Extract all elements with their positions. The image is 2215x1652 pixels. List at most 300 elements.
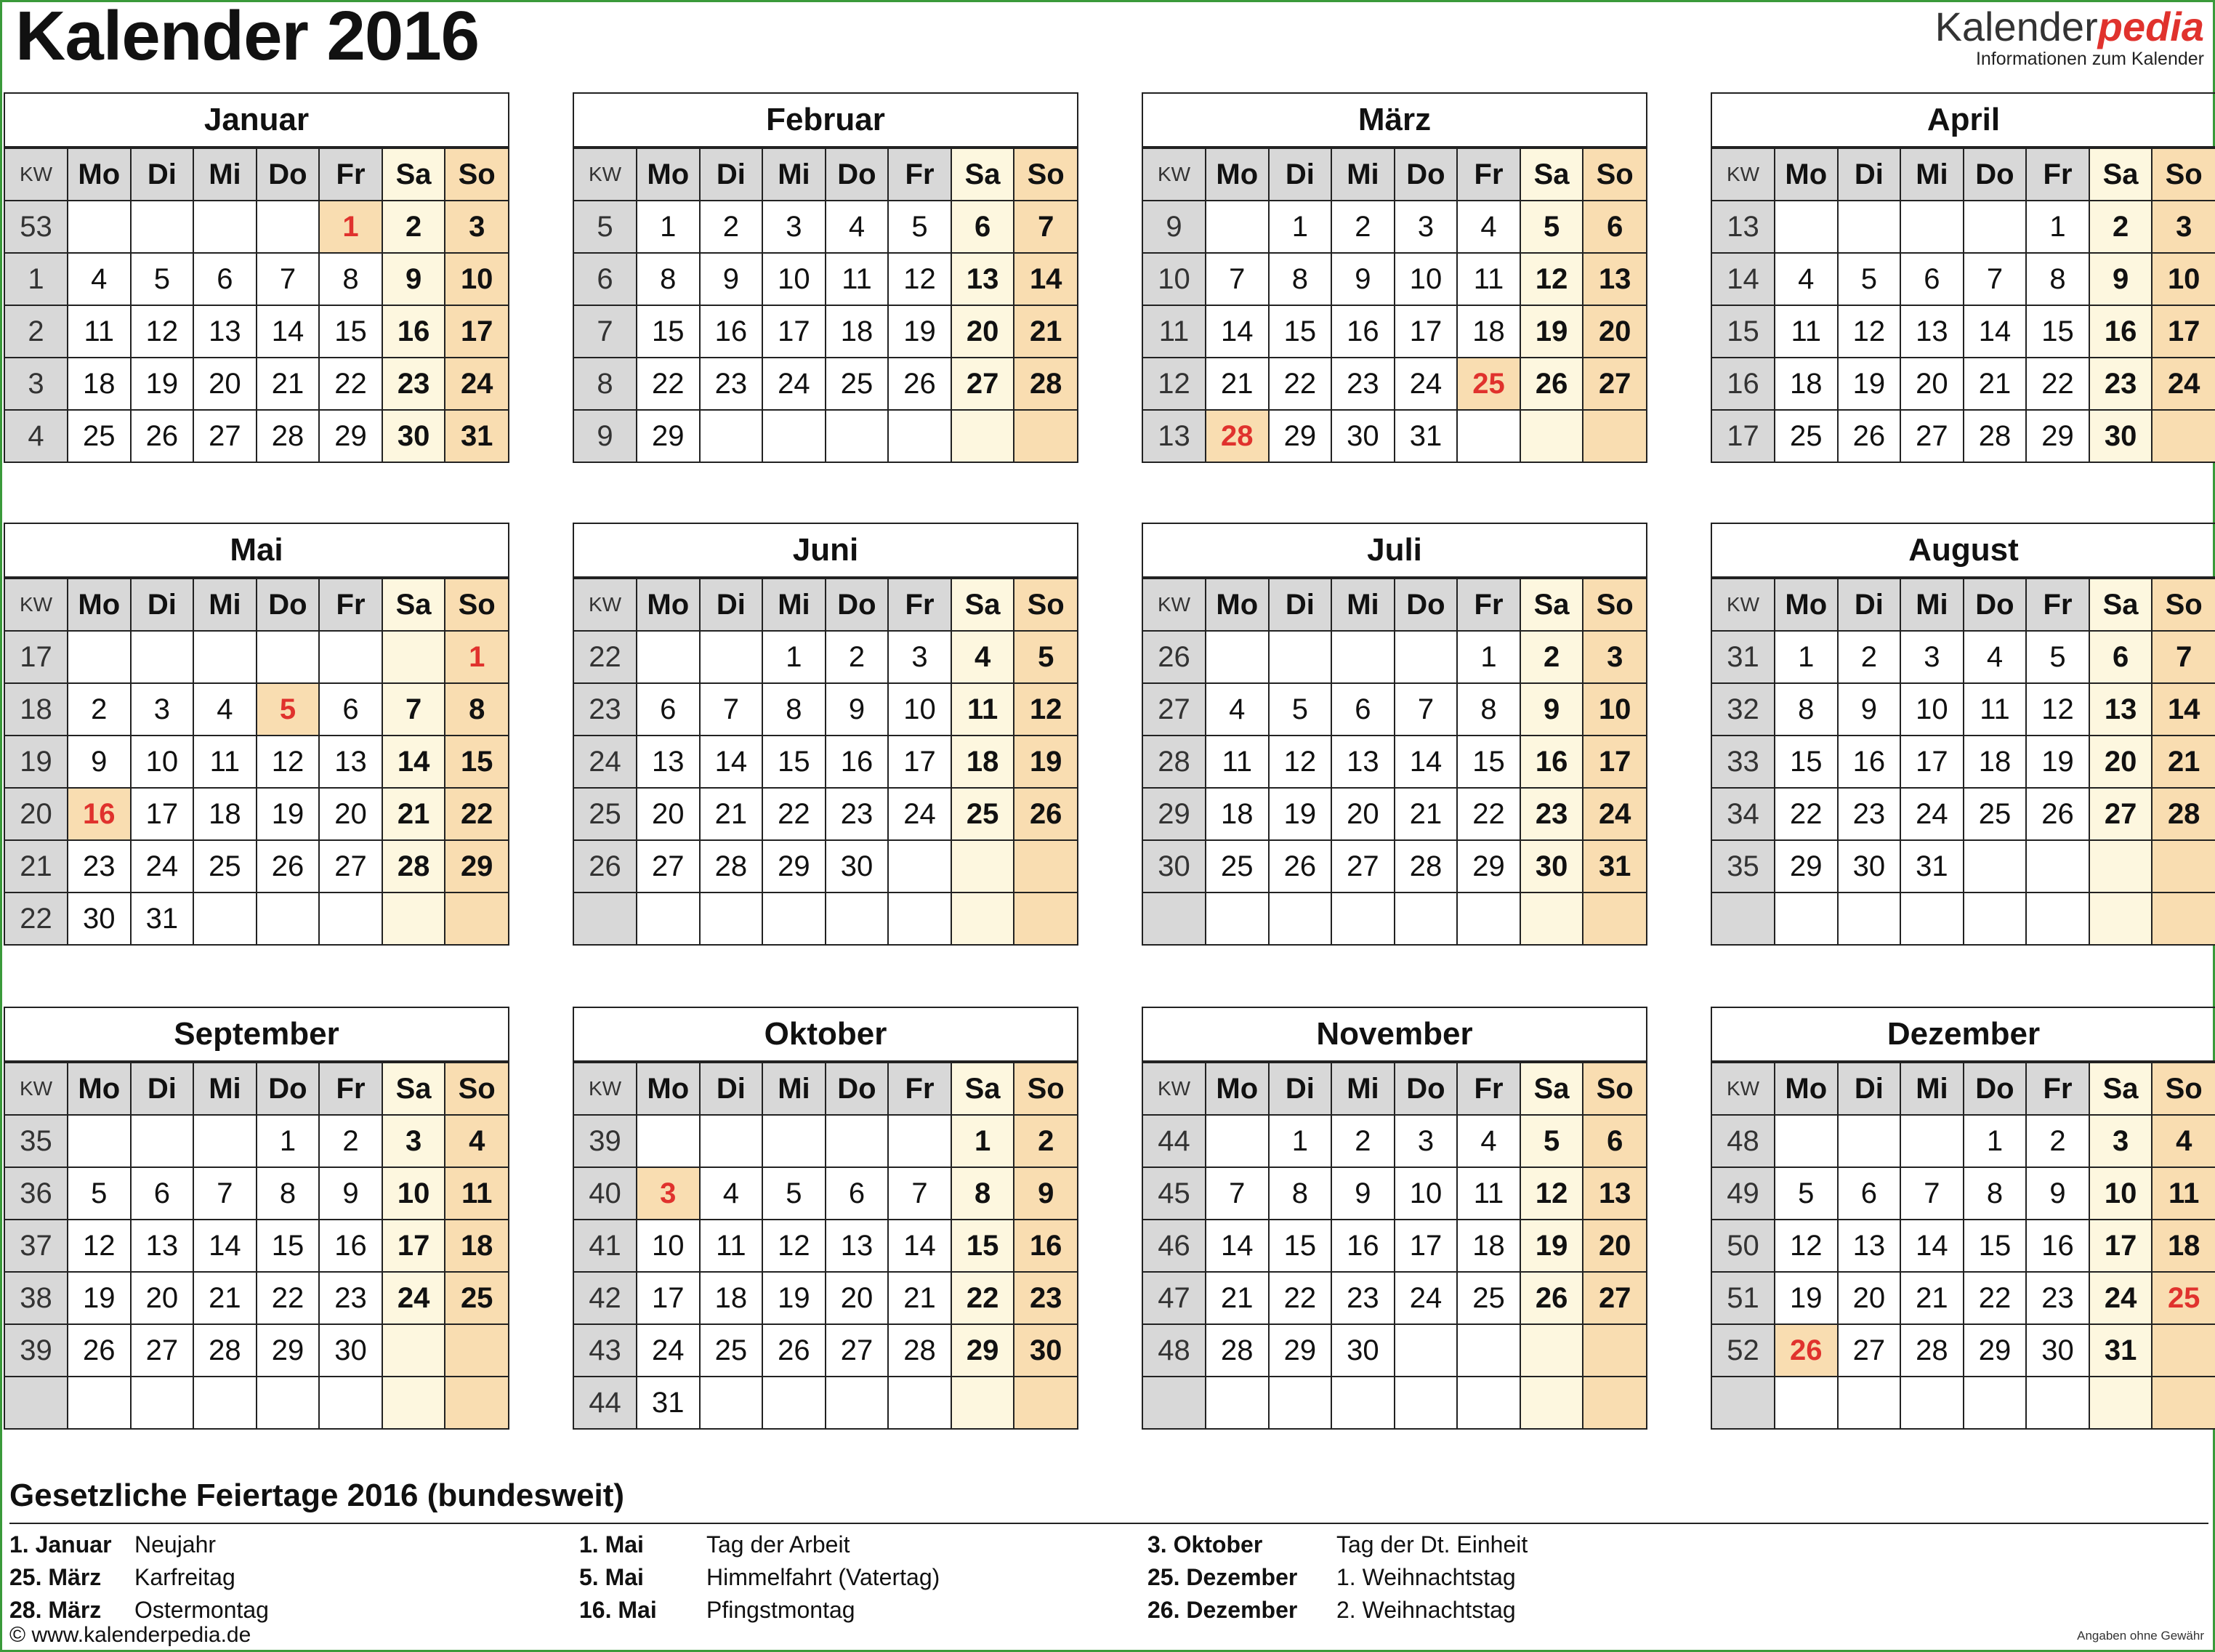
week-row [5,1324,508,1377]
empty-day-cell [1964,893,2027,944]
empty-day-cell [131,631,194,683]
day-cell: 23 [1838,788,1901,840]
day-cell: 19 [1520,305,1583,358]
day-cell: 8 [762,683,826,736]
day-cell: 24 [382,1272,445,1324]
day-cell: 24 [445,358,508,410]
week-row [574,305,1077,358]
empty-day-cell [951,840,1014,893]
day-cell: 23 [826,788,889,840]
week-number: 16 [1712,358,1775,410]
day-cell: 4 [951,631,1014,683]
day-cell: 14 [1206,1220,1269,1272]
week-row [1143,201,1646,253]
day-cell: 6 [319,683,382,736]
day-cell: 26 [1014,788,1077,840]
day-cell: 3 [131,683,194,736]
day-cell: 2 [68,683,131,736]
empty-day-cell [1900,1115,1964,1167]
week-number: 19 [5,736,68,788]
empty-day-cell [1206,631,1269,683]
kw-header: KW [574,1063,637,1115]
holiday-column [579,1528,940,1627]
day-cell: 15 [2026,305,2089,358]
day-cell: 22 [762,788,826,840]
weekday-header: Fr [2026,1063,2089,1115]
empty-day-cell [1206,201,1269,253]
day-cell: 20 [131,1272,194,1324]
weekday-header: Di [131,1063,194,1115]
week-number: 30 [1143,840,1206,893]
day-cell: 15 [445,736,508,788]
empty-day-cell [700,1377,763,1428]
weekday-header-row [574,579,1077,631]
day-cell: 6 [1583,201,1646,253]
week-row [5,788,508,840]
empty-day-cell [445,893,508,944]
week-number: 31 [1712,631,1775,683]
day-cell: 28 [1964,410,2027,462]
weekday-header: Sa [951,148,1014,201]
empty-day-cell [1900,201,1964,253]
week-number: 13 [1712,201,1775,253]
day-cell: 18 [951,736,1014,788]
day-cell: 26 [257,840,320,893]
weekday-header-row [574,148,1077,201]
weekday-header: Sa [951,579,1014,631]
kw-header: KW [1712,148,1775,201]
month-6 [573,523,1078,946]
day-cell: 13 [637,736,700,788]
holiday-name: Himmelfahrt (Vatertag) [706,1564,940,1590]
day-cell: 17 [445,305,508,358]
week-number: 29 [1143,788,1206,840]
empty-day-cell [1583,1324,1646,1377]
weekday-header: Mi [1331,579,1395,631]
day-cell: 13 [1583,1167,1646,1220]
day-cell: 4 [700,1167,763,1220]
day-cell: 6 [637,683,700,736]
weekday-header: Do [257,579,320,631]
week-row [5,1167,508,1220]
day-cell: 30 [2089,410,2153,462]
weekday-header: Mi [1900,1063,1964,1115]
day-cell: 29 [1964,1324,2027,1377]
day-cell: 14 [1395,736,1458,788]
day-cell: 11 [700,1220,763,1272]
empty-day-cell [1520,893,1583,944]
day-cell: 9 [1520,683,1583,736]
weekday-header: Mo [637,579,700,631]
day-cell: 13 [319,736,382,788]
day-cell: 4 [68,253,131,305]
day-cell: 7 [888,1167,951,1220]
weekday-header: Fr [888,1063,951,1115]
empty-day-cell [2152,1324,2215,1377]
day-cell: 4 [1457,201,1520,253]
weekday-header: Mi [762,148,826,201]
week-number: 48 [1143,1324,1206,1377]
empty-day-cell [193,201,257,253]
weekday-header: So [2152,148,2215,201]
day-cell: 22 [1269,358,1332,410]
empty-day-cell [131,201,194,253]
day-cell: 4 [826,201,889,253]
day-cell: 22 [1775,788,1838,840]
day-cell: 21 [382,788,445,840]
empty-day-cell [888,1115,951,1167]
weekday-header: Mo [1775,579,1838,631]
day-cell: 17 [2152,305,2215,358]
day-cell: 29 [762,840,826,893]
holiday-date: 1. Mai [579,1531,644,1558]
weekday-header: Fr [319,579,382,631]
day-cell: 4 [193,683,257,736]
day-cell: 13 [131,1220,194,1272]
day-cell: 11 [2152,1167,2215,1220]
month-7 [1142,523,1647,946]
week-number: 38 [5,1272,68,1324]
day-cell: 3 [2152,201,2215,253]
weekday-header: Mi [762,1063,826,1115]
weekday-header: Di [1269,148,1332,201]
week-number: 44 [1143,1115,1206,1167]
week-row [574,893,1077,944]
brand-name-plain: Kalender [1934,4,2098,49]
day-cell: 12 [2026,683,2089,736]
day-cell: 19 [131,358,194,410]
empty-day-cell [2089,1377,2153,1428]
weekday-header-row [1143,1063,1646,1115]
day-cell: 27 [193,410,257,462]
day-cell: 18 [826,305,889,358]
empty-day-cell [1395,1377,1458,1428]
empty-day-cell [1838,893,1901,944]
day-cell: 7 [1964,253,2027,305]
week-number: 28 [1143,736,1206,788]
day-cell: 11 [1457,1167,1520,1220]
holiday-date: 5. Mai [579,1564,644,1590]
day-cell: 19 [1269,788,1332,840]
holiday-column [1147,1528,1528,1627]
day-cell: 26 [131,410,194,462]
day-cell: 7 [382,683,445,736]
day-cell: 18 [1206,788,1269,840]
empty-day-cell [319,631,382,683]
weekday-header: Mi [1331,148,1395,201]
empty-day-cell [1331,631,1395,683]
brand-tagline: Informationen zum Kalender [1975,49,2204,69]
day-cell: 29 [1775,840,1838,893]
day-cell: 12 [1838,305,1901,358]
empty-day-cell [257,201,320,253]
weekday-header: Di [1269,579,1332,631]
empty-day-cell [1395,631,1458,683]
copyright[interactable]: © www.kalenderpedia.de [9,1623,251,1647]
week-number: 3 [5,358,68,410]
day-cell: 17 [2089,1220,2153,1272]
day-cell: 14 [1206,305,1269,358]
day-cell: 23 [68,840,131,893]
weekday-header: So [2152,1063,2215,1115]
day-cell: 24 [1900,788,1964,840]
day-cell: 1 [1775,631,1838,683]
empty-day-cell [257,893,320,944]
weekday-header: Sa [2089,148,2153,201]
weekday-header: Sa [382,148,445,201]
day-cell: 16 [1331,305,1395,358]
day-cell: 6 [951,201,1014,253]
day-cell: 2 [382,201,445,253]
empty-day-cell [1775,893,1838,944]
day-cell: 14 [382,736,445,788]
week-number: 15 [1712,305,1775,358]
week-number: 27 [1143,683,1206,736]
empty-day-cell [2089,840,2153,893]
week-number: 18 [5,683,68,736]
month-table [574,148,1077,462]
week-number: 40 [574,1167,637,1220]
holiday-day-cell: 26 [1775,1324,1838,1377]
day-cell: 27 [2089,788,2153,840]
month-10 [573,1007,1078,1430]
empty-day-cell [700,410,763,462]
week-number: 47 [1143,1272,1206,1324]
empty-day-cell [1838,201,1901,253]
day-cell: 16 [382,305,445,358]
day-cell: 30 [1838,840,1901,893]
day-cell: 20 [1838,1272,1901,1324]
day-cell: 3 [888,631,951,683]
week-row [5,253,508,305]
day-cell: 27 [1583,1272,1646,1324]
day-cell: 15 [1269,305,1332,358]
empty-day-cell [68,1377,131,1428]
weekday-header: Mi [1900,579,1964,631]
empty-day-cell [1395,893,1458,944]
day-cell: 25 [826,358,889,410]
holiday-day-cell: 25 [1457,358,1520,410]
day-cell: 28 [2152,788,2215,840]
kw-header: KW [1143,1063,1206,1115]
weekday-header-row [5,148,508,201]
kw-header: KW [5,579,68,631]
holiday-row [1147,1594,1528,1627]
weekday-header-row [5,579,508,631]
day-cell: 21 [1014,305,1077,358]
day-cell: 26 [1838,410,1901,462]
day-cell: 20 [2089,736,2153,788]
weekday-header: Fr [2026,148,2089,201]
holiday-date: 3. Oktober [1147,1531,1263,1558]
empty-day-cell [637,631,700,683]
day-cell: 2 [1014,1115,1077,1167]
empty-day-cell [257,631,320,683]
day-cell: 15 [1269,1220,1332,1272]
day-cell: 21 [1900,1272,1964,1324]
day-cell: 9 [1331,253,1395,305]
week-number: 21 [5,840,68,893]
day-cell: 26 [888,358,951,410]
month-table [1143,148,1646,462]
day-cell: 1 [637,201,700,253]
month-table [5,148,508,462]
week-number: 5 [574,201,637,253]
weekday-header: Mi [1900,148,1964,201]
day-cell: 28 [700,840,763,893]
weekday-header: So [445,1063,508,1115]
weekday-header: Di [131,148,194,201]
day-cell: 12 [257,736,320,788]
day-cell: 12 [1014,683,1077,736]
empty-day-cell [1457,893,1520,944]
empty-day-cell [193,1115,257,1167]
weekday-header: Fr [888,148,951,201]
day-cell: 31 [637,1377,700,1428]
day-cell: 9 [382,253,445,305]
month-title: Juni [574,524,1077,578]
day-cell: 27 [131,1324,194,1377]
day-cell: 20 [1583,305,1646,358]
holiday-name: Karfreitag [134,1564,235,1590]
weekday-header: So [1583,1063,1646,1115]
day-cell: 25 [193,840,257,893]
week-row [5,736,508,788]
day-cell: 16 [2089,305,2153,358]
day-cell: 27 [1838,1324,1901,1377]
day-cell: 11 [826,253,889,305]
week-number: 41 [574,1220,637,1272]
empty-day-cell [1775,1377,1838,1428]
day-cell: 21 [888,1272,951,1324]
empty-day-cell [1775,201,1838,253]
day-cell: 6 [1331,683,1395,736]
week-number: 25 [574,788,637,840]
week-number: 35 [1712,840,1775,893]
day-cell: 27 [826,1324,889,1377]
day-cell: 2 [319,1115,382,1167]
weekday-header: Fr [319,1063,382,1115]
month-table [5,578,508,944]
day-cell: 17 [1395,305,1458,358]
day-cell: 20 [319,788,382,840]
day-cell: 15 [637,305,700,358]
day-cell: 12 [131,305,194,358]
empty-day-cell [951,410,1014,462]
day-cell: 5 [1520,1115,1583,1167]
week-number: 7 [574,305,637,358]
day-cell: 16 [826,736,889,788]
month-4 [1711,92,2215,463]
kw-header: KW [1712,579,1775,631]
day-cell: 4 [445,1115,508,1167]
day-cell: 12 [1520,253,1583,305]
empty-day-cell [1269,631,1332,683]
brand-name-accent: pedia [2097,4,2204,49]
day-cell: 5 [68,1167,131,1220]
weekday-header: So [1583,579,1646,631]
month-8 [1711,523,2215,946]
holiday-name: 1. Weihnachtstag [1336,1564,1516,1590]
week-row [1712,1272,2215,1324]
empty-day-cell [193,1377,257,1428]
week-row [1143,631,1646,683]
day-cell: 2 [1520,631,1583,683]
weekday-header: Fr [1457,579,1520,631]
week-number [1143,893,1206,944]
week-row [574,1167,1077,1220]
holiday-day-cell: 1 [445,631,508,683]
day-cell: 12 [68,1220,131,1272]
month-12 [1711,1007,2215,1430]
weekday-header: Do [1395,1063,1458,1115]
day-cell: 23 [1331,1272,1395,1324]
day-cell: 29 [445,840,508,893]
weekday-header: Mi [193,148,257,201]
week-number: 11 [1143,305,1206,358]
day-cell: 10 [888,683,951,736]
week-row [5,631,508,683]
holiday-row [1147,1528,1528,1561]
day-cell: 13 [193,305,257,358]
holidays-section [9,1472,2208,1623]
month-table [5,1062,508,1428]
day-cell: 18 [68,358,131,410]
day-cell: 15 [319,305,382,358]
day-cell: 7 [1206,253,1269,305]
empty-day-cell [2026,840,2089,893]
day-cell: 20 [951,305,1014,358]
weekday-header: Sa [951,1063,1014,1115]
day-cell: 20 [826,1272,889,1324]
day-cell: 11 [68,305,131,358]
day-cell: 14 [257,305,320,358]
holiday-name: Pfingstmontag [706,1597,855,1623]
day-cell: 12 [1520,1167,1583,1220]
brand-logo[interactable] [1934,4,2204,70]
empty-day-cell [1583,1377,1646,1428]
month-title: Juli [1143,524,1646,578]
weekday-header: Do [826,579,889,631]
empty-day-cell [2152,1377,2215,1428]
holiday-name: Tag der Dt. Einheit [1336,1531,1528,1558]
week-row [1143,1220,1646,1272]
day-cell: 5 [1775,1167,1838,1220]
day-cell: 5 [131,253,194,305]
day-cell: 20 [1900,358,1964,410]
week-number [1143,1377,1206,1428]
week-row [574,736,1077,788]
week-number [1712,1377,1775,1428]
day-cell: 29 [1269,1324,1332,1377]
day-cell: 22 [1457,788,1520,840]
empty-day-cell [1014,840,1077,893]
day-cell: 19 [888,305,951,358]
day-cell: 17 [1395,1220,1458,1272]
weekday-header: Di [1838,579,1901,631]
month-title: Oktober [574,1008,1077,1062]
day-cell: 3 [2089,1115,2153,1167]
day-cell: 16 [1520,736,1583,788]
day-cell: 25 [1964,788,2027,840]
day-cell: 22 [637,358,700,410]
empty-day-cell [826,1377,889,1428]
week-number [1712,893,1775,944]
weekday-header: So [1583,148,1646,201]
empty-day-cell [382,1324,445,1377]
day-cell: 22 [951,1272,1014,1324]
day-cell: 18 [1457,305,1520,358]
